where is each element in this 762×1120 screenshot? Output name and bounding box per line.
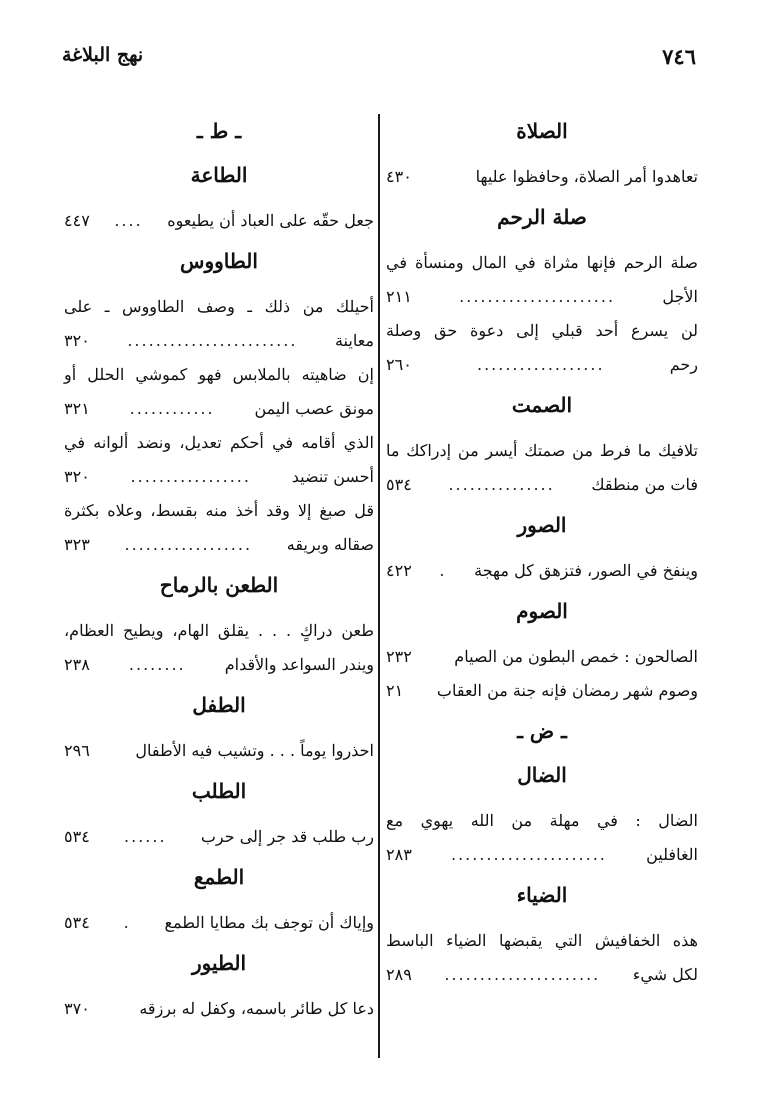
page-ref: ٢٣٢	[386, 647, 412, 666]
section-title: الضال	[517, 763, 567, 787]
index-entry: احذروا يوماً . . . وتشيب فيه الأطفال ٢٩٦	[64, 734, 374, 768]
index-entry: الضال : في مهلة من الله يهوي مع الغافلين ...................... ٢٨٣	[386, 804, 698, 872]
page-ref: ٤٣٠	[386, 167, 412, 186]
page-header	[62, 44, 696, 84]
page-ref: ٢٣٨	[64, 655, 90, 674]
page-ref: ٢٨٣	[386, 845, 412, 864]
page-ref: ٥٣٤	[64, 913, 90, 932]
index-entry: الذي أقامه في أحكم تعديل، ونضد ألوانه في أحسن تنضيد ................. ٣٢٠	[64, 426, 374, 494]
page-ref: ٥٣٤	[64, 827, 90, 846]
section-title: الطعن بالرماح	[159, 573, 279, 597]
index-entry: أحيلك من ذلك ـ وصف الطاووس ـ على معاينة ........................ ٣٢٠	[64, 290, 374, 358]
index-entry: هذه الخفافيش التي يقبضها الضياء الباسط لكل شيء ...................... ٢٨٩	[386, 924, 698, 992]
section-title: الطمع	[193, 865, 245, 889]
section-title: الطاعة	[190, 163, 248, 187]
section-title: الصوم	[516, 599, 568, 623]
section-title: الطيور	[191, 951, 247, 975]
index-entry: وإياك أن توجف بك مطايا الطمع . ٥٣٤	[64, 906, 374, 940]
index-entry: صلة الرحم فإنها مثراة في المال ومنسأة في الأجل ...................... ٢١١	[386, 246, 698, 314]
right-column	[386, 108, 698, 992]
section-title: الطلب	[191, 779, 247, 803]
section-title: الصمت	[511, 393, 573, 417]
section-title: الطفل	[192, 693, 246, 717]
index-entry: لن يسرع أحد قبلي إلى دعوة حق وصلة رحم .................. ٢٦٠	[386, 314, 698, 382]
index-entry: تلافيك ما فرط من صمتك أيسر من إدراكك ما فات من منطقك ............... ٥٣٤	[386, 434, 698, 502]
section-title: الصلاة	[516, 119, 568, 143]
section-title: صلة الرحم	[497, 205, 587, 229]
page-ref: ٣٢٠	[64, 467, 90, 486]
left-column	[64, 108, 374, 1026]
page-ref: ٤٤٧	[64, 211, 90, 230]
page-ref: ٣٢١	[64, 399, 90, 418]
page-ref: ٣٢٣	[64, 535, 90, 554]
page-ref: ٤٢٢	[386, 561, 412, 580]
page-number: ٧٤٦	[662, 44, 696, 69]
page-ref: ٣٢٠	[64, 331, 90, 350]
index-entry: تعاهدوا أمر الصلاة، وحافظوا عليها ٤٣٠	[386, 160, 698, 194]
index-entry: وينفخ في الصور، فتزهق كل مهجة . ٤٢٢	[386, 554, 698, 588]
index-entry: جعل حقّه على العباد أن يطيعوه .... ٤٤٧	[64, 204, 374, 238]
column-divider	[378, 114, 380, 1058]
page-ref: ٣٧٠	[64, 999, 90, 1018]
index-entry: إن ضاهيته بالملابس فهو كموشي الحلل أو مونق عصب اليمن ............ ٣٢١	[64, 358, 374, 426]
section-title: الضياء	[516, 883, 568, 907]
index-entry: رب طلب قد جر إلى حرب ...... ٥٣٤	[64, 820, 374, 854]
letter-heading: ـ ض ـ	[517, 719, 567, 743]
page-ref: ٢٩٦	[64, 741, 90, 760]
index-entry: وصوم شهر رمضان فإنه جنة من العقاب ٢١	[386, 674, 698, 708]
page-ref: ٢٨٩	[386, 965, 412, 984]
book-title: نهج البلاغة	[62, 44, 144, 66]
page-ref: ٢١١	[386, 287, 412, 306]
index-entry: الصالحون : خمص البطون من الصيام ٢٣٢	[386, 640, 698, 674]
page-ref: ٢١	[386, 681, 404, 700]
page-ref: ٢٦٠	[386, 355, 412, 374]
section-title: الصور	[517, 513, 567, 537]
section-title: الطاووس	[180, 249, 258, 273]
letter-heading: ـ ط ـ	[196, 119, 242, 143]
page-ref: ٥٣٤	[386, 475, 412, 494]
index-entry: دعا كل طائر باسمه، وكفل له برزقه ٣٧٠	[64, 992, 374, 1026]
index-entry: طعن دراكٍ . . . يقلق الهام، ويطيح العظام، ويندر السواعد والأقدام ........ ٢٣٨	[64, 614, 374, 682]
index-entry: قل صبغ إلا وقد أخذ منه بقسط، وعلاه بكثرة صقاله وبريقه .................. ٣٢٣	[64, 494, 374, 562]
